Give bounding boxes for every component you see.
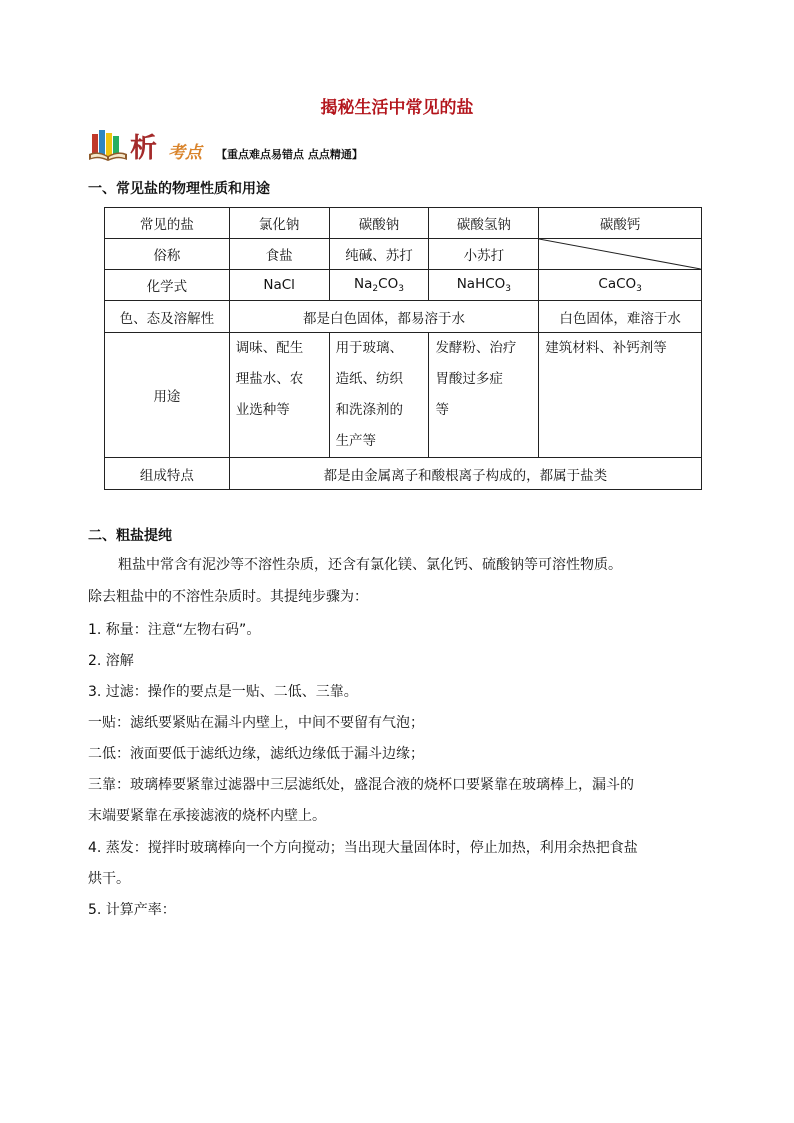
step-5: 5. 计算产率：	[88, 902, 176, 918]
table-row	[105, 333, 702, 458]
formula-cell: NaCl	[229, 270, 329, 301]
exam-point-banner	[88, 126, 408, 166]
row-label: 色、态及溶解性	[105, 301, 230, 333]
table-cell: 白色固体，难溶于水	[539, 301, 702, 333]
paragraph: 除去粗盐中的不溶性杂质时。其提纯步骤为：	[88, 589, 368, 605]
header-cell: 碳酸钙	[539, 208, 702, 239]
paragraph: 粗盐中常含有泥沙等不溶性杂质，还含有氯化镁、氯化钙、硫酸钠等可溶性物质。	[118, 557, 622, 573]
table-cell: 都是由金属离子和酸根离子构成的，都属于盐类	[229, 458, 701, 490]
table-cell: 都是白色固体，都易溶于水	[229, 301, 539, 333]
formula-cell: $Na_2CO_3$	[329, 270, 429, 301]
filter-point-1: 一贴：滤纸要紧贴在漏斗内壁上，中间不要留有气泡；	[88, 715, 424, 731]
formula-cell: CaCO$_3$	[539, 270, 702, 301]
table-row	[105, 301, 702, 333]
table-row	[105, 458, 702, 490]
filter-point-3-cont: 末端要紧靠在承接滤液的烧杯内壁上。	[88, 808, 326, 824]
formula-cell: NaHCO$_3$	[429, 270, 539, 301]
table-header-row	[105, 208, 702, 239]
exam-point-label: 考点	[168, 143, 202, 163]
salt-properties-table	[104, 207, 702, 490]
use-cell-nahco3: 发酵粉、治疗 胃酸过多症 等	[429, 333, 539, 458]
diagonal-empty-cell	[539, 239, 702, 270]
row-label: 化学式	[105, 270, 230, 301]
step-2: 2. 溶解	[88, 653, 134, 669]
table-row	[105, 270, 702, 301]
row-label: 俗称	[105, 239, 230, 270]
use-cell-caco3: 建筑材料、补钙剂等	[539, 333, 702, 458]
header-cell: 氯化钠	[229, 208, 329, 239]
diagonal-line	[539, 239, 701, 269]
section-heading-1: 一、常见盐的物理性质和用途	[88, 181, 270, 197]
filter-point-3: 三靠：玻璃棒要紧靠过滤器中三层滤纸处，盛混合液的烧杯口要紧靠在玻璃棒上，漏斗的	[88, 777, 634, 793]
row-label: 用途	[105, 333, 230, 458]
analysis-glyph: 析	[130, 133, 157, 164]
header-cell: 碳酸钠	[329, 208, 429, 239]
step-1: 1. 称量：注意“左物右码”。	[88, 622, 261, 638]
filter-point-2: 二低：液面要低于滤纸边缘，滤纸边缘低于漏斗边缘；	[88, 746, 424, 762]
page-title: 揭秘生活中常见的盐	[320, 98, 474, 118]
table-cell: 食盐	[229, 239, 329, 270]
table-cell: 纯碱、苏打	[329, 239, 429, 270]
use-cell-na2co3: 用于玻璃、 造纸、纺织 和洗涤剂的 生产等	[329, 333, 429, 458]
use-cell-nacl: 调味、配生 理盐水、农 业选种等	[229, 333, 329, 458]
row-label: 组成特点	[105, 458, 230, 490]
table-cell: 小苏打	[429, 239, 539, 270]
books-icon	[88, 128, 128, 162]
header-cell: 常见的盐	[105, 208, 230, 239]
step-4: 4. 蒸发：搅拌时玻璃棒向一个方向搅动；当出现大量固体时，停止加热，利用余热把食盐	[88, 840, 638, 856]
step-4-cont: 烘干。	[88, 871, 130, 887]
table-row	[105, 239, 702, 270]
section-heading-2: 二、粗盐提纯	[88, 528, 172, 544]
step-3: 3. 过滤：操作的要点是一贴、二低、三靠。	[88, 684, 358, 700]
header-cell: 碳酸氢钠	[429, 208, 539, 239]
banner-tagline: 【重点难点易错点 点点精通】	[216, 148, 363, 161]
